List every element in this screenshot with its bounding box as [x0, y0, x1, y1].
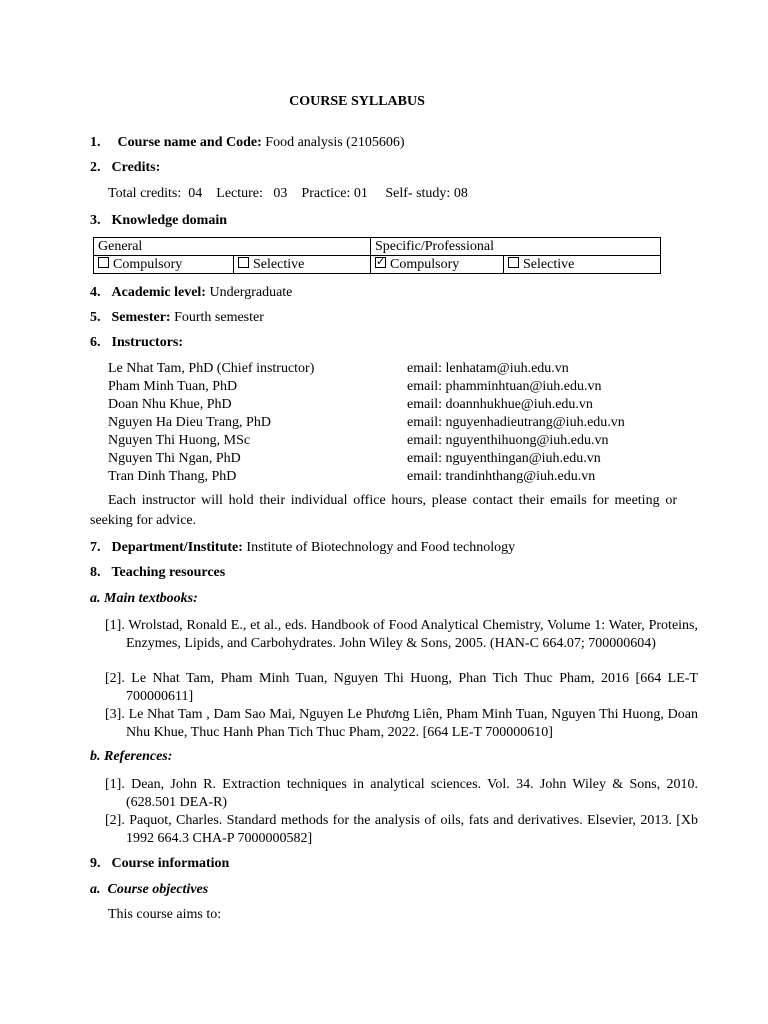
specific-header: Specific/Professional	[371, 238, 661, 256]
specific-selective-label: Selective	[523, 257, 575, 272]
instructor-email: email: trandinhthang@iuh.edu.vn	[407, 469, 596, 484]
references-heading: b. References:	[90, 749, 173, 764]
course-aims-intro: This course aims to:	[108, 907, 222, 922]
general-header: General	[94, 238, 371, 256]
section-number: 2.	[90, 160, 101, 175]
checkbox-unchecked-icon	[238, 257, 249, 268]
instructor-row	[108, 468, 668, 486]
knowledge-domain-heading	[90, 213, 227, 229]
instructor-email: email: lenhatam@iuh.edu.vn	[407, 361, 569, 376]
instructor-row	[108, 414, 668, 432]
general-selective-label: Selective	[253, 257, 305, 272]
course-name-line	[90, 135, 405, 151]
section-number: 3.	[90, 213, 101, 228]
instructor-email: email: phamminhtuan@iuh.edu.vn	[407, 379, 602, 394]
textbook-item: [2]. Le Nhat Tam, Pham Minh Tuan, Nguyen Thi Huong, Phan Tich Thuc Pham, 2016 [664 LE-T 700000611]	[105, 671, 698, 704]
textbook-item: [1]. Wrolstad, Ronald E., et al., eds. Handbook of Food Analytical Chemistry, Volume 1: Water, Proteins, Enzymes, Lipids, and Carbohydrates. John Wiley & Sons, 2005. (HAN-C 664.07; 700000604)	[105, 618, 698, 651]
reference-item: [1]. Dean, John R. Extraction techniques in analytical sciences. Vol. 34. John Wiley & Sons, 2010. (628.501 DEA-R)	[105, 777, 698, 810]
instructor-name: Doan Nhu Khue, PhD	[108, 397, 232, 412]
academic-level-line	[90, 285, 292, 301]
section-number: 9.	[90, 856, 101, 871]
course-information-label: Course information	[111, 856, 230, 871]
instructor-name: Pham Minh Tuan, PhD	[108, 379, 238, 394]
section-number: 6.	[90, 335, 101, 350]
course-name-value: Food analysis (2105606)	[265, 135, 405, 150]
instructors-heading	[90, 335, 183, 351]
specific-selective-cell	[504, 256, 661, 274]
instructor-row	[108, 432, 668, 450]
department-value: Institute of Biotechnology and Food technology	[246, 540, 516, 555]
textbook-item: [3]. Le Nhat Tam , Dam Sao Mai, Nguyen Le Phương Liên, Pham Minh Tuan, Nguyen Thi Huong, Doan Nhu Khue, Thuc Hanh Phan Tich Thuc Pham, 2022. [664 LE-T 700000610]	[105, 707, 698, 740]
academic-level-label: Academic level:	[111, 285, 206, 300]
reference-item: [2]. Paquot, Charles. Standard methods for the analysis of oils, fats and derivatives. Elsevier, 2013. [Xb 1992 664.3 CHA-P 7000000582]	[105, 813, 698, 846]
course-information-heading	[90, 856, 229, 872]
general-selective-cell	[234, 256, 371, 274]
instructor-row	[108, 450, 668, 468]
instructors-label: Instructors:	[111, 335, 184, 350]
course-objectives-heading: a. Course objectives	[90, 882, 209, 897]
credits-label: Credits:	[111, 160, 161, 175]
semester-line	[90, 310, 264, 326]
section-number: 4.	[90, 285, 101, 300]
checkbox-unchecked-icon	[98, 257, 109, 268]
department-label: Department/Institute:	[111, 540, 243, 555]
instructor-email: email: nguyenthihuong@iuh.edu.vn	[407, 433, 609, 448]
section-number: 8.	[90, 565, 101, 580]
course-name-label: Course name and Code:	[117, 135, 262, 150]
office-hours-note: Each instructor will hold their individual office hours, please contact their emails for meeting or seeking for advice.	[90, 493, 677, 528]
instructor-name: Nguyen Ha Dieu Trang, PhD	[108, 415, 271, 430]
general-compulsory-label: Compulsory	[113, 257, 183, 272]
instructor-name: Le Nhat Tam, PhD (Chief instructor)	[108, 361, 315, 376]
teaching-resources-label: Teaching resources	[111, 565, 226, 580]
instructor-name: Tran Dinh Thang, PhD	[108, 469, 237, 484]
teaching-resources-heading	[90, 565, 225, 581]
semester-label: Semester:	[111, 310, 171, 325]
section-number: 1.	[90, 135, 101, 150]
page-title: COURSE SYLLABUS	[289, 94, 425, 109]
section-number: 7.	[90, 540, 101, 555]
credits-detail: Total credits: 04 Lecture: 03 Practice: 01 Self- study: 08	[108, 186, 468, 201]
main-textbooks-heading: a. Main textbooks:	[90, 591, 198, 606]
instructor-row	[108, 378, 668, 396]
knowledge-domain-table	[93, 237, 661, 274]
instructor-email: email: nguyenthingan@iuh.edu.vn	[407, 451, 601, 466]
department-line	[90, 540, 515, 556]
specific-compulsory-cell	[371, 256, 504, 274]
section-number: 5.	[90, 310, 101, 325]
checkbox-unchecked-icon	[508, 257, 519, 268]
credits-heading	[90, 160, 160, 176]
instructor-row	[108, 360, 668, 378]
general-compulsory-cell	[94, 256, 234, 274]
academic-level-value: Undergraduate	[209, 285, 293, 300]
semester-value: Fourth semester	[174, 310, 264, 325]
instructor-email: email: doannhukhue@iuh.edu.vn	[407, 397, 593, 412]
instructor-list	[108, 360, 668, 486]
knowledge-domain-label: Knowledge domain	[111, 213, 228, 228]
instructor-row	[108, 396, 668, 414]
instructor-email: email: nguyenhadieutrang@iuh.edu.vn	[407, 415, 625, 430]
specific-compulsory-label: Compulsory	[390, 257, 460, 272]
instructor-name: Nguyen Thi Ngan, PhD	[108, 451, 241, 466]
checkbox-checked-icon	[375, 257, 386, 268]
instructor-name: Nguyen Thi Huong, MSc	[108, 433, 251, 448]
